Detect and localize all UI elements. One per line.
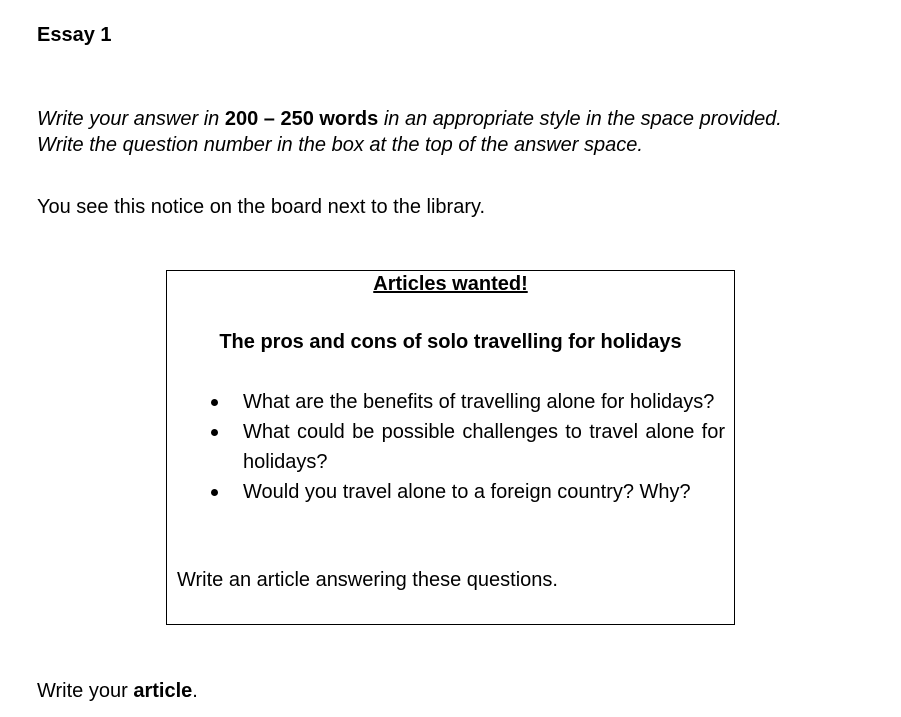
word-count: 200 – 250 words [224, 108, 379, 130]
bullet-dot-icon [211, 399, 218, 406]
notice-bullet-list [207, 387, 725, 507]
notice-bullet [207, 477, 725, 507]
instructions-line-1 [37, 106, 782, 132]
final-prompt-prefix: Write your [37, 680, 134, 702]
instructions-line-1-prefix: Write your answer in [37, 108, 225, 130]
instructions [37, 106, 782, 158]
final-prompt-bold: article [133, 680, 193, 702]
final-prompt-suffix: . [192, 680, 198, 702]
notice-box [166, 270, 735, 625]
notice-bullet-text: What could be possible challenges to travel alone for holidays? [243, 421, 725, 473]
notice-bullet [207, 417, 725, 477]
notice-bullet [207, 387, 725, 417]
bullet-dot-icon [211, 429, 218, 436]
notice-bullet-text: Would you travel alone to a foreign country? Why? [243, 481, 691, 503]
notice-subheading: The pros and cons of solo travelling for holidays [219, 331, 682, 353]
notice-bullet-text: What are the benefits of travelling alone for holidays? [243, 391, 715, 413]
instructions-line-2: Write the question number in the box at the top of the answer space. [37, 134, 643, 156]
notice-heading: Articles wanted! [373, 273, 528, 295]
final-prompt [37, 680, 198, 703]
essay-title: Essay 1 [37, 24, 112, 46]
notice-intro: You see this notice on the board next to the library. [37, 196, 486, 218]
notice-footer: Write an article answering these questions. [177, 569, 558, 591]
bullet-dot-icon [211, 489, 218, 496]
instructions-line-1-suffix: in an appropriate style in the space provided. [378, 108, 782, 130]
